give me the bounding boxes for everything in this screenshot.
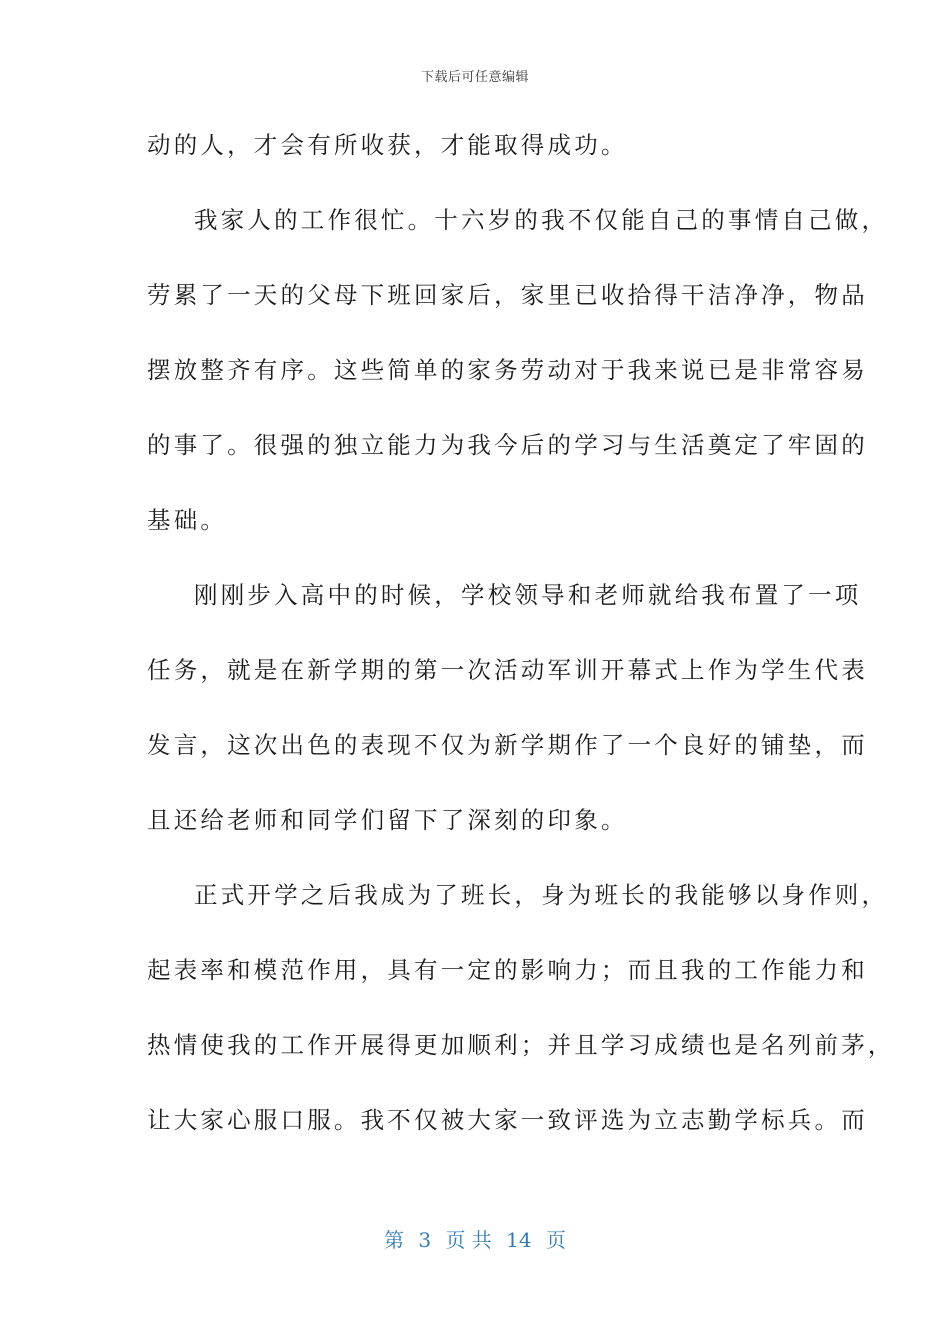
text-line: 正式开学之后我成为了班长，身为班长的我能够以身作则， xyxy=(194,881,889,909)
text-line: 基础。 xyxy=(147,506,228,534)
text-line: 任务，就是在新学期的第一次活动军训开幕式上作为学生代表 xyxy=(147,656,868,684)
text-line: 劳累了一天的父母下班回家后，家里已收拾得干洁净净，物品 xyxy=(147,281,868,309)
text-line: 起表率和模范作用，具有一定的影响力；而且我的工作能力和 xyxy=(147,956,868,984)
current-page-number: 3 xyxy=(418,1228,432,1252)
text-line: 让大家心服口服。我不仅被大家一致评选为立志勤学标兵。而 xyxy=(147,1106,868,1134)
page-header: 下载后可任意编辑 xyxy=(420,70,529,85)
document-body xyxy=(147,120,895,1170)
page-number-footer xyxy=(0,1224,950,1253)
text-line: 热情使我的工作开展得更加顺利；并且学习成绩也是名列前茅， xyxy=(147,1031,895,1059)
footer-prefix: 第 xyxy=(384,1228,404,1252)
text-line: 且还给老师和同学们留下了深刻的印象。 xyxy=(147,806,628,834)
text-line: 刚刚步入高中的时候，学校领导和老师就给我布置了一项 xyxy=(194,581,862,609)
text-line: 的事了。很强的独立能力为我今后的学习与生活奠定了牢固的 xyxy=(147,431,868,459)
footer-middle: 页 共 xyxy=(445,1228,492,1252)
text-line: 我家人的工作很忙。十六岁的我不仅能自己的事情自己做， xyxy=(194,206,889,234)
footer-suffix: 页 xyxy=(545,1228,566,1252)
text-line: 发言，这次出色的表现不仅为新学期作了一个良好的铺垫，而 xyxy=(147,731,868,759)
total-pages-number: 14 xyxy=(506,1228,532,1252)
text-line: 动的人，才会有所收获，才能取得成功。 xyxy=(147,131,628,159)
text-line: 摆放整齐有序。这些简单的家务劳动对于我来说已是非常容易 xyxy=(147,356,868,384)
